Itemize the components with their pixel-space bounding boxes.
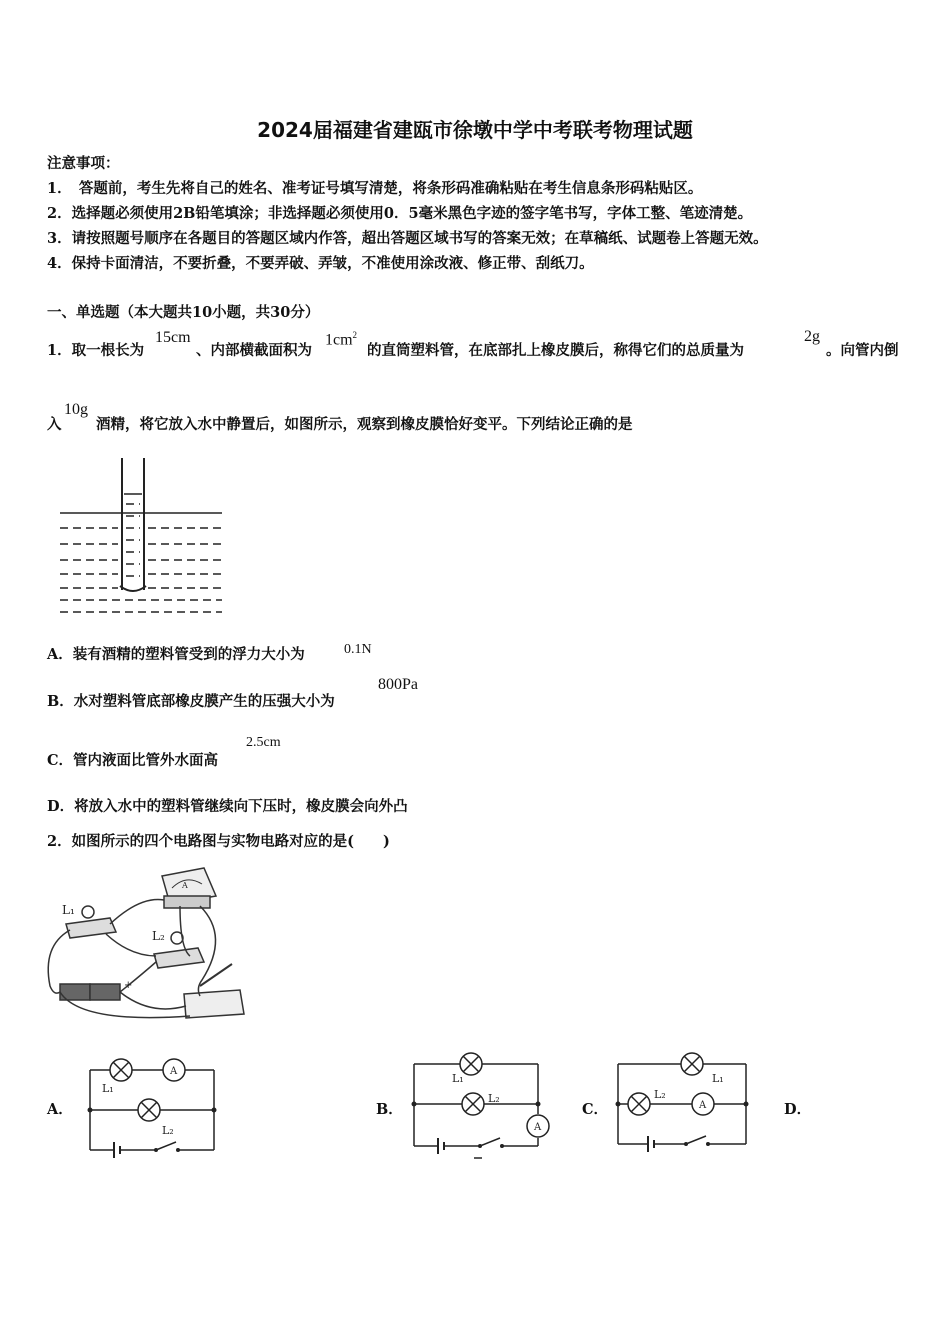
- q1-mass: 2g: [804, 328, 820, 345]
- option-a: A．装有酒精的塑料管受到的浮力大小为: [47, 646, 305, 663]
- notice-heading: 注意事项：: [47, 155, 120, 172]
- q1-length: 15cm: [155, 329, 191, 346]
- q1-text: 酒精，将它放入水中静置后，如图所示，观察到橡皮膜恰好变平。下列结论正确的是: [96, 416, 633, 433]
- q1-text: 入: [47, 416, 62, 433]
- q1-area: $1cm^2$: [325, 330, 358, 349]
- l1-b-label: L₁: [452, 1072, 464, 1085]
- q2-option-b: B．: [376, 1101, 403, 1118]
- photo-plus-label: +: [124, 980, 133, 991]
- q2-stem: 2．如图所示的四个电路图与实物电路对应的是( ): [47, 833, 390, 850]
- notice-item: 4．保持卡面清洁，不要折叠，不要弄破、弄皱，不准使用涂改液、修正带、刮纸刀。: [47, 255, 594, 272]
- notice-item: 3．请按照题号顺序在各题目的答题区域内作答，超出答题区域书写的答案无效；在草稿纸、试题卷上答题无效。: [47, 230, 768, 247]
- option-b-value: 800Pa: [378, 676, 418, 693]
- q1-text: 1．取一根长为: [47, 342, 145, 359]
- circuit-diagram-b: [408, 1052, 568, 1162]
- l2-c-label: L₂: [654, 1088, 666, 1101]
- circuit-diagram-c: [614, 1050, 754, 1154]
- ammeter-a-label: A: [170, 1066, 178, 1077]
- q2-option-d: D．: [784, 1101, 812, 1118]
- physical-circuit-figure: [40, 856, 250, 1026]
- option-a-value: 0.1N: [344, 642, 372, 657]
- option-d: D．将放入水中的塑料管继续向下压时，橡皮膜会向外凸: [47, 798, 408, 815]
- page-title: 2024届福建省建瓯市徐墩中学中考联考物理试题: [257, 118, 693, 142]
- q2-option-a: A．: [47, 1101, 73, 1118]
- photo-l1-label: L₁: [62, 903, 75, 917]
- l1-c-label: L₁: [712, 1072, 724, 1085]
- ammeter-c-label: A: [699, 1100, 707, 1111]
- l1-a-label: L₁: [102, 1082, 114, 1095]
- option-c-value: 2.5cm: [246, 735, 281, 750]
- section-heading: 一、单选题（本大题共10小题，共30分）: [47, 304, 320, 321]
- q1-alcohol-mass: 10g: [64, 401, 88, 418]
- q1-text: 的直筒塑料管，在底部扎上橡皮膜后，称得它们的总质量为: [367, 342, 744, 359]
- ammeter-b-label: A: [534, 1122, 542, 1133]
- notice-item: 2．选择题必须使用2B铅笔填涂；非选择题必须使用0．5毫米黑色字迹的签字笔书写，字体工整、笔迹清楚。: [47, 205, 753, 222]
- photo-ammeter-label: A: [182, 881, 188, 890]
- tube-in-water-figure: [58, 458, 228, 618]
- photo-l2-label: L₂: [152, 929, 165, 943]
- circuit-diagram-a: [84, 1054, 224, 1158]
- q1-text: 。向管内倒: [826, 342, 899, 359]
- q1-text: 、内部横截面积为: [196, 342, 312, 359]
- l2-b-label: L₂: [488, 1092, 500, 1105]
- l2-a-label: L₂: [162, 1124, 174, 1137]
- q2-option-c: C．: [582, 1101, 609, 1118]
- option-b: B．水对塑料管底部橡皮膜产生的压强大小为: [47, 693, 335, 710]
- option-c: C．管内液面比管外水面高: [47, 752, 219, 769]
- notice-item: 1． 答题前，考生先将自己的姓名、准考证号填写清楚，将条形码准确粘贴在考生信息条形码粘贴区。: [47, 180, 703, 197]
